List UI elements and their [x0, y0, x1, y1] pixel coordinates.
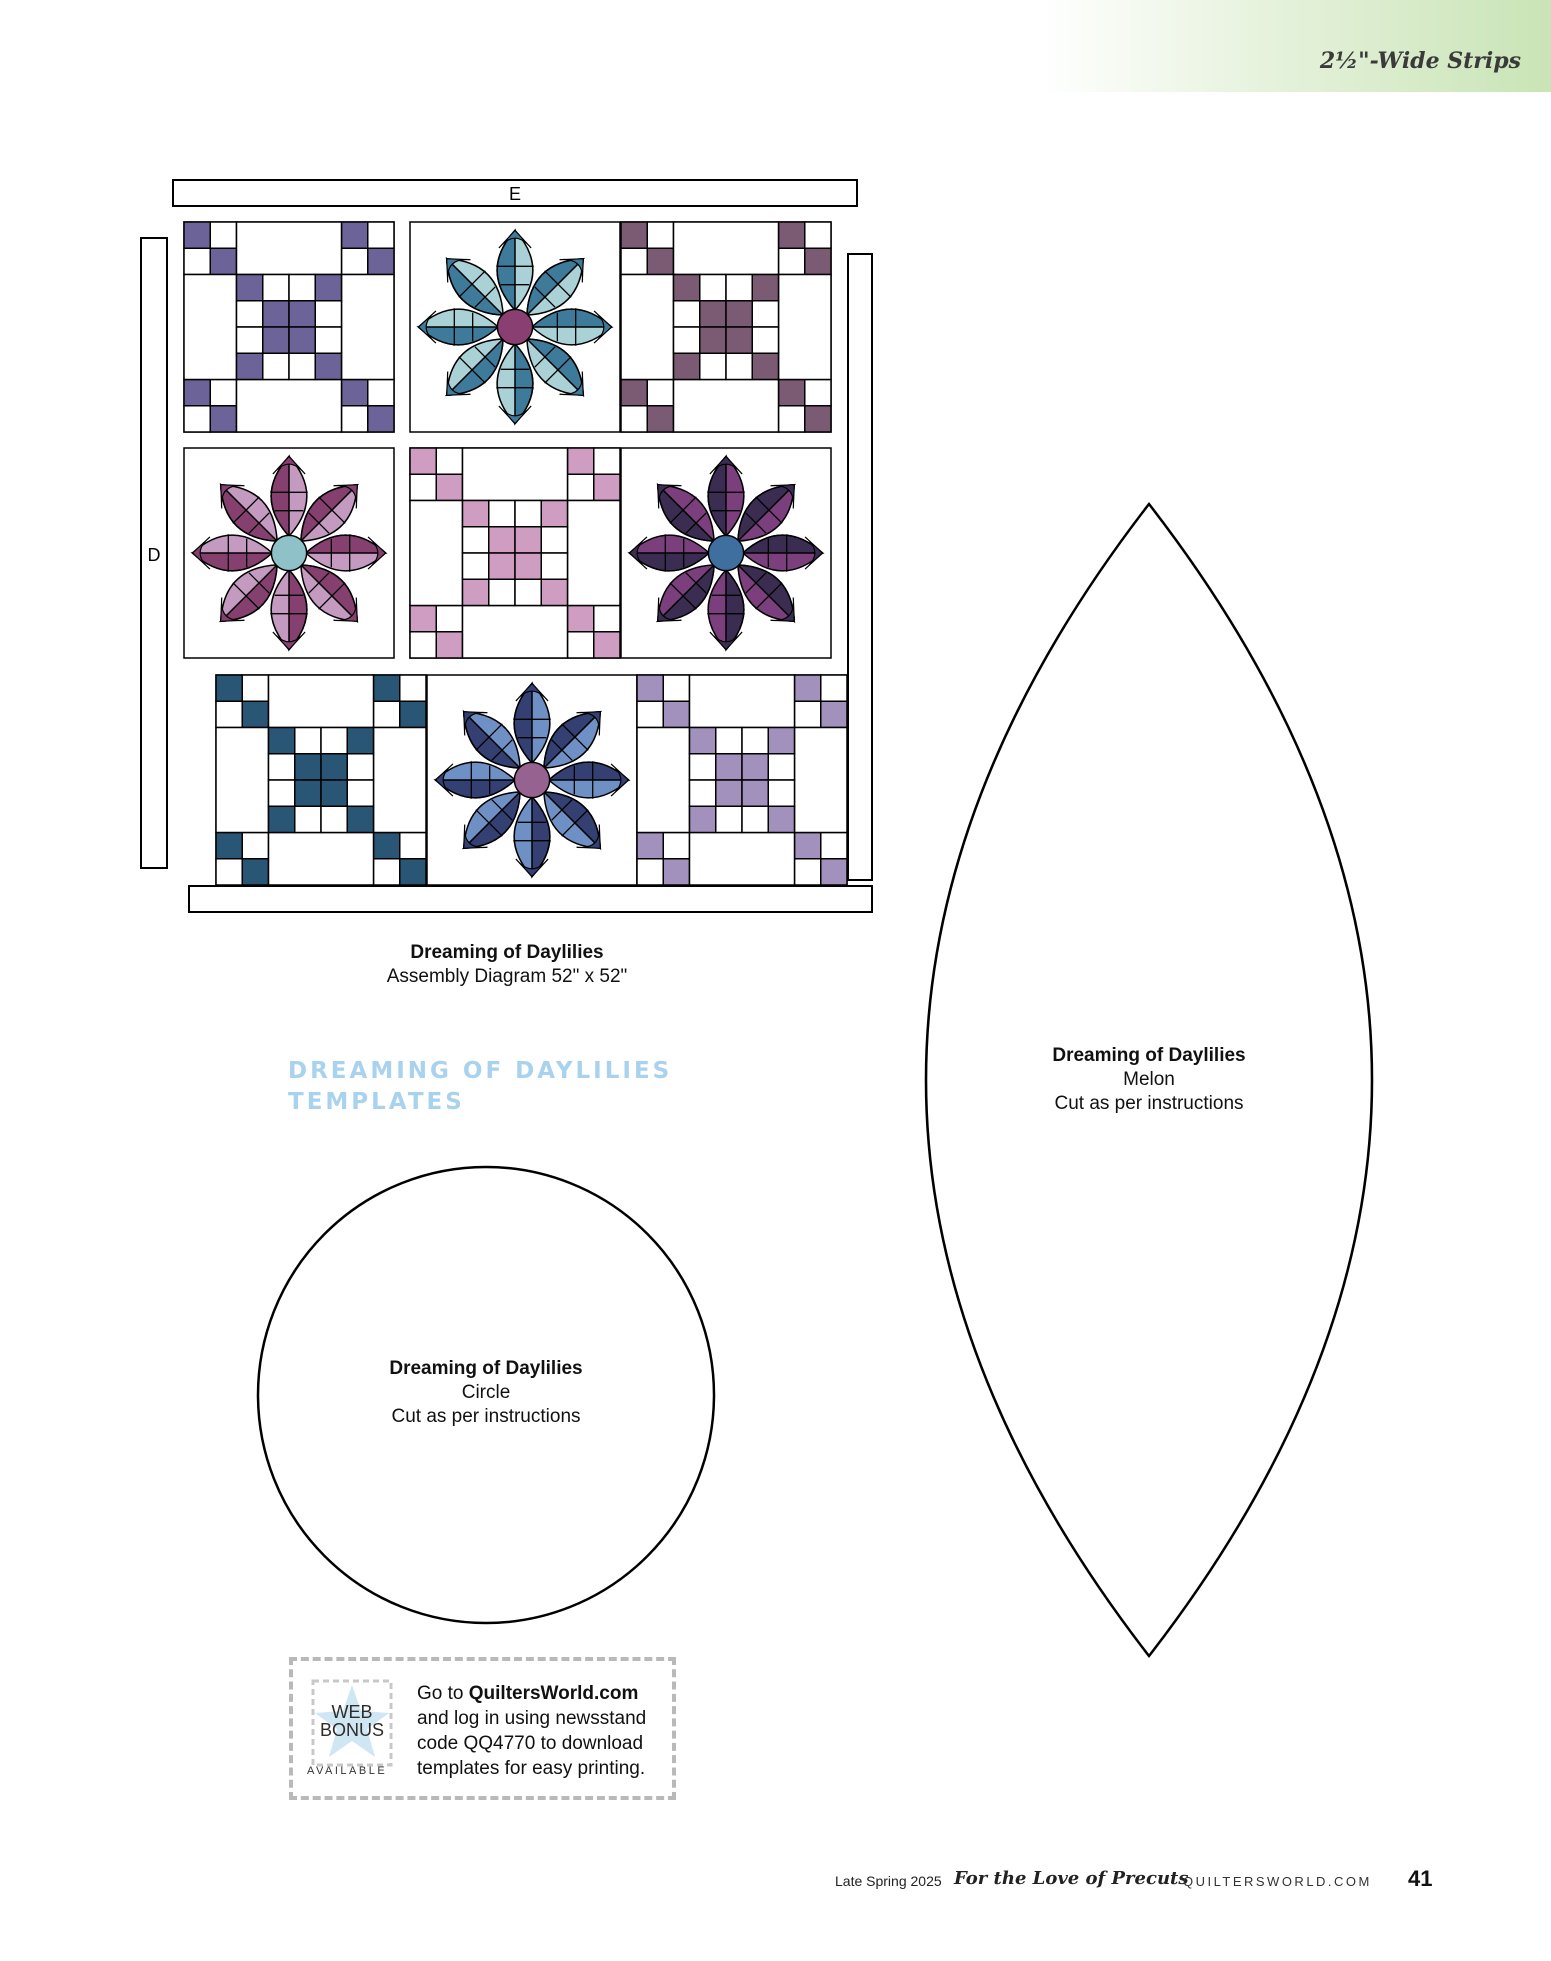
center-cell	[700, 301, 726, 327]
center-cell	[295, 806, 321, 832]
center-cell	[463, 501, 489, 527]
corner-square	[374, 701, 400, 727]
templates-heading-line1: DREAMING OF DAYLILIES	[288, 1058, 673, 1084]
flower-block	[427, 675, 637, 885]
corner-square	[779, 406, 805, 432]
corner-square	[368, 406, 394, 432]
templates-heading	[288, 1056, 672, 1118]
corner-square	[210, 380, 236, 406]
corner-square	[779, 222, 805, 248]
corner-square	[621, 406, 647, 432]
corner-square	[436, 632, 462, 658]
corner-square	[400, 701, 426, 727]
center-cell	[674, 327, 700, 353]
web-bonus-available: AVAILABLE	[307, 1765, 388, 1777]
nine-patch-block	[637, 675, 847, 885]
footer	[835, 1866, 1435, 1896]
center-cell	[347, 728, 373, 754]
corner-square	[805, 248, 831, 274]
corner-square	[216, 675, 242, 701]
melon-caption	[999, 1044, 1299, 1116]
side-rect	[690, 675, 795, 728]
corner-square	[647, 406, 673, 432]
border-d-label: D	[147, 545, 161, 565]
web-bonus-line1-prefix: Go to	[417, 1683, 469, 1704]
corner-square	[368, 380, 394, 406]
corner-square	[242, 675, 268, 701]
center-cell	[674, 275, 700, 301]
web-bonus-text	[417, 1681, 667, 1781]
center-cell	[295, 754, 321, 780]
center-cell	[237, 353, 263, 379]
footer-site: QUILTERSWORLD.COM	[1183, 1874, 1372, 1889]
corner-square	[184, 380, 210, 406]
corner-square	[779, 248, 805, 274]
center-cell	[690, 780, 716, 806]
center-cell	[237, 327, 263, 353]
corner-square	[436, 474, 462, 500]
corner-square	[342, 406, 368, 432]
side-rect	[779, 275, 832, 380]
corner-square	[242, 859, 268, 885]
center-cell	[295, 728, 321, 754]
corner-square	[821, 859, 847, 885]
border-right	[848, 254, 872, 880]
center-cell	[690, 806, 716, 832]
diagram-caption-title: Dreaming of Daylilies	[410, 942, 604, 963]
center-cell	[263, 301, 289, 327]
web-bonus-word2: BONUS	[319, 1720, 384, 1740]
flower-block	[621, 448, 831, 658]
corner-square	[436, 606, 462, 632]
corner-square	[410, 474, 436, 500]
corner-square	[637, 833, 663, 859]
center-cell	[463, 553, 489, 579]
corner-square	[400, 675, 426, 701]
header-band	[1041, 0, 1551, 92]
side-rect	[237, 222, 342, 275]
corner-square	[637, 675, 663, 701]
center-cell	[315, 353, 341, 379]
center-cell	[515, 527, 541, 553]
corner-square	[568, 448, 594, 474]
center-cell	[768, 780, 794, 806]
center-cell	[690, 754, 716, 780]
center-cell	[489, 527, 515, 553]
corner-square	[210, 406, 236, 432]
web-bonus-site-link[interactable]: QuiltersWorld.com	[468, 1683, 639, 1704]
corner-square	[368, 248, 394, 274]
center-cell	[269, 754, 295, 780]
corner-square	[795, 833, 821, 859]
corner-square	[647, 248, 673, 274]
center-cell	[515, 579, 541, 605]
corner-square	[400, 859, 426, 885]
center-cell	[742, 728, 768, 754]
circle-caption	[336, 1357, 636, 1429]
center-cell	[541, 553, 567, 579]
corner-square	[242, 833, 268, 859]
corner-square	[216, 701, 242, 727]
corner-square	[594, 606, 620, 632]
center-cell	[269, 806, 295, 832]
center-cell	[515, 501, 541, 527]
side-rect	[374, 728, 427, 833]
corner-square	[436, 448, 462, 474]
side-rect	[690, 833, 795, 886]
center-cell	[347, 754, 373, 780]
corner-square	[594, 632, 620, 658]
corner-square	[663, 859, 689, 885]
melon-caption-note: Cut as per instructions	[1054, 1093, 1244, 1114]
corner-square	[400, 833, 426, 859]
corner-square	[184, 406, 210, 432]
side-rect	[237, 380, 342, 433]
nine-patch-block	[184, 222, 394, 432]
diagram-caption-subtitle: Assembly Diagram 52" x 52"	[386, 966, 628, 987]
corner-square	[805, 222, 831, 248]
center-cell	[263, 327, 289, 353]
side-rect	[269, 833, 374, 886]
corner-square	[637, 859, 663, 885]
side-rect	[463, 606, 568, 659]
corner-square	[805, 406, 831, 432]
center-cell	[269, 728, 295, 754]
corner-square	[210, 248, 236, 274]
center-cell	[752, 275, 778, 301]
center-cell	[289, 353, 315, 379]
web-bonus-word1: WEB	[331, 1702, 373, 1722]
center-cell	[315, 275, 341, 301]
center-cell	[463, 527, 489, 553]
diagram-caption	[307, 941, 707, 989]
side-rect	[621, 275, 674, 380]
center-cell	[347, 780, 373, 806]
corner-square	[410, 448, 436, 474]
center-cell	[289, 301, 315, 327]
border-e-label: E	[508, 184, 522, 204]
web-bonus-line1	[417, 1681, 667, 1706]
side-rect	[637, 728, 690, 833]
center-cell	[315, 301, 341, 327]
corner-square	[594, 448, 620, 474]
corner-square	[621, 222, 647, 248]
corner-square	[663, 701, 689, 727]
corner-square	[568, 632, 594, 658]
center-cell	[237, 301, 263, 327]
web-bonus-line2: and log in using newsstand	[417, 1708, 647, 1729]
circle-caption-name: Circle	[461, 1382, 511, 1403]
side-rect	[269, 675, 374, 728]
center-cell	[752, 301, 778, 327]
web-bonus-line3: code QQ4770 to download	[417, 1733, 644, 1754]
center-cell	[321, 754, 347, 780]
corner-square	[795, 701, 821, 727]
center-cell	[263, 353, 289, 379]
center-cell	[752, 327, 778, 353]
center-cell	[674, 301, 700, 327]
center-cell	[742, 806, 768, 832]
assembly-diagram	[0, 0, 900, 920]
flower-block	[184, 448, 394, 658]
corner-square	[568, 606, 594, 632]
center-cell	[463, 579, 489, 605]
footer-issue: Late Spring 2025	[835, 1873, 942, 1889]
center-cell	[315, 327, 341, 353]
center-cell	[700, 275, 726, 301]
center-cell	[321, 806, 347, 832]
center-cell	[541, 527, 567, 553]
center-cell	[752, 353, 778, 379]
center-cell	[726, 353, 752, 379]
side-rect	[674, 222, 779, 275]
border-bottom	[189, 886, 872, 912]
center-cell	[726, 327, 752, 353]
side-rect	[184, 275, 237, 380]
center-cell	[768, 754, 794, 780]
melon-caption-title: Dreaming of Daylilies	[1052, 1045, 1246, 1066]
center-cell	[716, 728, 742, 754]
corner-square	[779, 380, 805, 406]
center-cell	[716, 754, 742, 780]
center-cell	[541, 501, 567, 527]
center-cell	[726, 301, 752, 327]
corner-square	[216, 859, 242, 885]
side-rect	[795, 728, 848, 833]
corner-square	[242, 701, 268, 727]
center-cell	[347, 806, 373, 832]
footer-page-number: 41	[1408, 1866, 1433, 1891]
corner-square	[410, 632, 436, 658]
web-bonus-box	[289, 1657, 676, 1800]
nine-patch-block	[621, 222, 831, 432]
center-cell	[690, 728, 716, 754]
corner-square	[663, 833, 689, 859]
corner-square	[568, 474, 594, 500]
corner-square	[594, 474, 620, 500]
side-rect	[410, 501, 463, 606]
side-rect	[342, 275, 395, 380]
corner-square	[374, 675, 400, 701]
corner-square	[821, 675, 847, 701]
center-cell	[321, 728, 347, 754]
side-rect	[568, 501, 621, 606]
side-rect	[216, 728, 269, 833]
center-cell	[768, 806, 794, 832]
center-cell	[289, 275, 315, 301]
side-rect	[674, 380, 779, 433]
center-cell	[489, 553, 515, 579]
flower-center	[271, 535, 306, 570]
center-cell	[700, 353, 726, 379]
nine-patch-block	[410, 448, 620, 658]
flower-center	[497, 309, 532, 344]
corner-square	[647, 222, 673, 248]
center-cell	[768, 728, 794, 754]
center-cell	[489, 579, 515, 605]
flower-block	[410, 222, 620, 432]
web-bonus-badge	[311, 1679, 393, 1767]
corner-square	[216, 833, 242, 859]
center-cell	[263, 275, 289, 301]
center-cell	[541, 579, 567, 605]
corner-square	[637, 701, 663, 727]
corner-square	[210, 222, 236, 248]
corner-square	[184, 248, 210, 274]
center-cell	[295, 780, 321, 806]
templates-heading-line2: TEMPLATES	[288, 1089, 465, 1115]
corner-square	[184, 222, 210, 248]
footer-magazine: For the Love of Precuts	[954, 1868, 1189, 1889]
corner-square	[805, 380, 831, 406]
corner-square	[821, 833, 847, 859]
center-cell	[742, 754, 768, 780]
corner-square	[821, 701, 847, 727]
center-cell	[674, 353, 700, 379]
melon-caption-name: Melon	[1123, 1069, 1175, 1090]
corner-square	[621, 248, 647, 274]
center-cell	[716, 806, 742, 832]
corner-square	[663, 675, 689, 701]
corner-square	[374, 859, 400, 885]
flower-center	[514, 762, 549, 797]
web-bonus-line4: templates for easy printing.	[417, 1758, 646, 1779]
corner-square	[647, 380, 673, 406]
circle-caption-note: Cut as per instructions	[391, 1406, 581, 1427]
center-cell	[237, 275, 263, 301]
corner-square	[342, 248, 368, 274]
corner-square	[342, 380, 368, 406]
section-label: 2½"-Wide Strips	[1319, 48, 1521, 74]
corner-square	[795, 859, 821, 885]
corner-square	[342, 222, 368, 248]
corner-square	[795, 675, 821, 701]
center-cell	[726, 275, 752, 301]
center-cell	[742, 780, 768, 806]
corner-square	[374, 833, 400, 859]
circle-caption-title: Dreaming of Daylilies	[389, 1358, 583, 1379]
center-cell	[515, 553, 541, 579]
nine-patch-block	[216, 675, 426, 885]
corner-square	[621, 380, 647, 406]
flower-center	[708, 535, 743, 570]
center-cell	[321, 780, 347, 806]
corner-square	[410, 606, 436, 632]
center-cell	[289, 327, 315, 353]
center-cell	[269, 780, 295, 806]
center-cell	[489, 501, 515, 527]
center-cell	[700, 327, 726, 353]
side-rect	[463, 448, 568, 501]
corner-square	[368, 222, 394, 248]
center-cell	[716, 780, 742, 806]
